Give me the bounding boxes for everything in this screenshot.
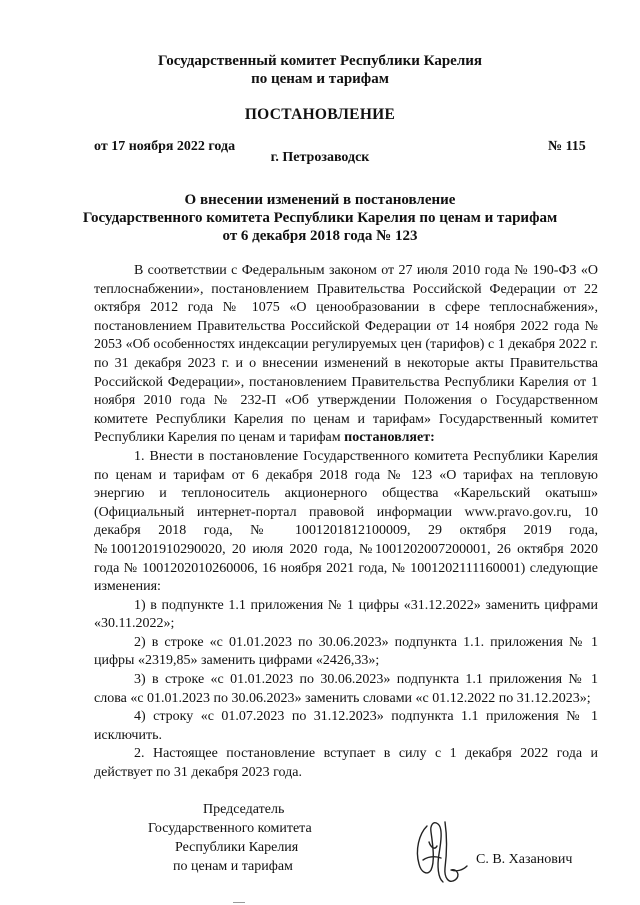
subitem-1-paragraph: 1) в подпункте 1.1 приложения № 1 цифры «31.12.2022» заменить цифрами «30.11.2022»; bbox=[94, 597, 598, 632]
signatory-title-line4: по ценам и тарифам bbox=[173, 859, 293, 874]
signatory-name: С. В. Хазанович bbox=[476, 852, 573, 867]
handwritten-signature bbox=[405, 812, 485, 892]
subject-line3: от 6 декабря 2018 года № 123 bbox=[222, 228, 418, 244]
preamble-paragraph bbox=[94, 262, 598, 448]
decree-word: постановляет bbox=[344, 430, 431, 446]
item-2-paragraph: 2. Настоящее постановление вступает в силу с 1 декабря 2022 года и действует по 31 декабря 2023 года. bbox=[94, 746, 598, 781]
issuing-authority-line2: по ценам и тарифам bbox=[251, 71, 389, 87]
subject-line1: О внесении изменений в постановление bbox=[184, 192, 456, 208]
preamble-text: В соответствии с Федеральным законом от 27 июля 2010 года № 190-ФЗ «О теплоснабжении», постановлением Правительства Российской Федерации от 22 октября 2012 года № 1075 «О ценообразовании в сфере теплоснабжения», постановлением Правительства Российской Федерации от 14 ноября 2022 года № 2053 «Об особенностях индексации регулируемых цен (тарифов) с 1 декабря 2022 г. по 31 декабря 2023 г. и о внесении изменений в некоторые акты Правительства Российской Федерации», постановлением Правительства Республики Карелия от 1 ноября 2010 года № 232-П «Об утверждении Положения о Государственном комитете Республики Карелия по ценам и тарифам» Государственный комитет Республики Карелия по ценам и тарифам bbox=[94, 263, 598, 446]
subject-line2: Государственного комитета Республики Карелия по ценам и тарифам bbox=[82, 210, 558, 226]
document-city: г. Петрозаводск bbox=[270, 150, 370, 165]
subitem-3-paragraph: 3) в строке «с 01.01.2023 по 30.06.2023» подпункта 1.1 приложения № 1 слова «с 01.01.2023 по 30.06.2023» заменить словами «с 01.12.2022 по 31.12.2023»; bbox=[94, 672, 598, 706]
signatory-title-line3: Республики Карелия bbox=[175, 840, 299, 855]
document-date: от 17 ноября 2022 года bbox=[94, 139, 236, 154]
decree-colon: : bbox=[430, 430, 435, 446]
document-body bbox=[94, 262, 598, 783]
issuing-authority-line1: Государственный комитет Республики Карелия bbox=[158, 53, 482, 69]
signatory-title-line1: Председатель bbox=[203, 802, 285, 817]
subitem-4-paragraph: 4) строку «с 01.07.2023 по 31.12.2023» подпункта 1.1 приложения № 1 исключить. bbox=[94, 709, 598, 743]
document-type-title: ПОСТАНОВЛЕНИЕ bbox=[244, 106, 396, 123]
signatory-title-line2: Государственного комитета bbox=[148, 821, 312, 836]
document-number: № 115 bbox=[548, 139, 586, 154]
signatory-title-block bbox=[148, 800, 348, 876]
page-edge-mark bbox=[233, 902, 245, 903]
subitem-2-paragraph: 2) в строке «с 01.01.2023 по 30.06.2023» подпункта 1.1. приложения № 1 цифры «2319,85» заменить цифрами «2426,33»; bbox=[94, 634, 598, 669]
item-1-paragraph: 1. Внести в постановление Государственного комитета Республики Карелия по ценам и тарифам от 6 декабря 2018 года № 123 «О тарифах на тепловую энергию и теплоноситель акционерного общества «Карельский окатыш» (Официальный интернет-портал правовой информации www.pravo.gov.ru, 10 декабря 2018 года, № 1001201812100009, 29 октября 2019 года, №1001201910290020, 20 июля 2020 года, №1001202007200001, 26 октября 2020 года № 1001202010260006, 16 ноября 2021 года, № 1001202111160001) следующие изменения: bbox=[94, 448, 598, 595]
